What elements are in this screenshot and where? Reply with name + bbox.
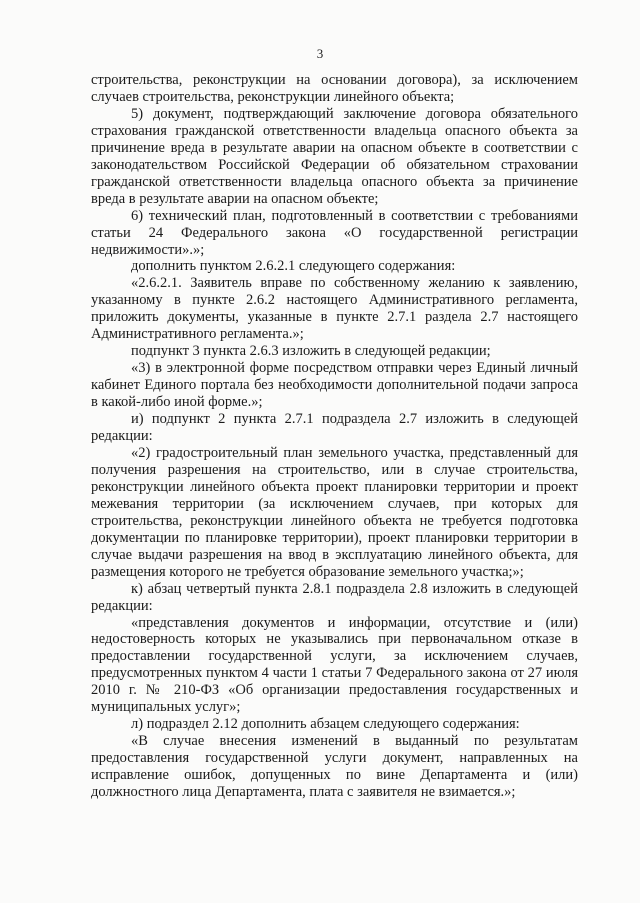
paragraph-item-l-text: «В случае внесения изменений в выданный по результатам предоставления государственной услуги документ, направленных на исправление ошибок, допущенных по вине Департамента и (или) должностного лица Департамента, плата с заявителя не взимается.»; [91,733,578,801]
paragraph-item-l: л) подраздел 2.12 дополнить абзацем следующего содержания: [131,716,520,733]
paragraph-item-i: и) подпункт 2 пункта 2.7.1 подраздела 2.7 изложить в следующей редакции: [91,411,578,445]
paragraph-subpoint-3: подпункт 3 пункта 2.6.3 изложить в следующей редакции; [131,343,491,360]
paragraph-2-6-2-1-text: «2.6.2.1. Заявитель вправе по собственному желанию к заявлению, указанному в пункте 2.6.2 настоящего Административного регламента, приложить документы, указанные в пункте 2.7.1 раздела 2.7 настоящего Административного регламента.»; [91,275,578,343]
page-number: 3 [316,46,324,61]
paragraph-add-2-6-2-1: дополнить пунктом 2.6.2.1 следующего содержания: [131,258,456,275]
paragraph-item-k: к) абзац четвертый пункта 2.8.1 подраздела 2.8 изложить в следующей редакции: [91,580,578,614]
paragraph-subpoint-3-text: «3) в электронной форме посредством отправки через Единый личный кабинет Единого портала без необходимости дополнительной подачи запроса в какой-либо иной форме.»; [91,360,578,411]
document-body [91,72,578,801]
paragraph-item-k-text: «представления документов и информации, отсутствие и (или) недостоверность которых не указывались при первоначальном отказе в предоставлении государственной услуги, за исключением случаев, предусмотренных пунктом 4 части 1 статьи 7 Федерального закона от 27 июля 2010 г. № 210-ФЗ «Об организации предоставления государственных и муниципальных услуг»; [91,614,578,716]
paragraph-continuation: строительства, реконструкции на основании договора), за исключением случаев строительства, реконструкции линейного объекта; [91,72,578,105]
paragraph-item-6: 6) технический план, подготовленный в соответствии с требованиями статьи 24 Федерального закона «О государственной регистрации недвижимости».»; [91,207,578,258]
paragraph-item-i-text: «2) градостроительный план земельного участка, представленный для получения разрешения на строительство, или в случае строительства, реконструкции линейного объекта проект планировки территории и проект межевания территории (за исключением случаев, при которых для строительства, реконструкции линейного объекта не требуется подготовка документации по планировке территории), проект планировки территории в случае выдачи разрешения на ввод в эксплуатацию линейного объекта, для размещения которого не требуется образование земельного участка;»; [91,444,578,580]
paragraph-item-5: 5) документ, подтверждающий заключение договора обязательного страхования гражданской ответственности владельца опасного объекта за причинение вреда в результате аварии на опасном объекте в соответствии с законодательством Российской Федерации об обязательном страховании гражданской ответственности владельца опасного объекта за причинение вреда в результате аварии на опасном объекте; [91,105,578,207]
